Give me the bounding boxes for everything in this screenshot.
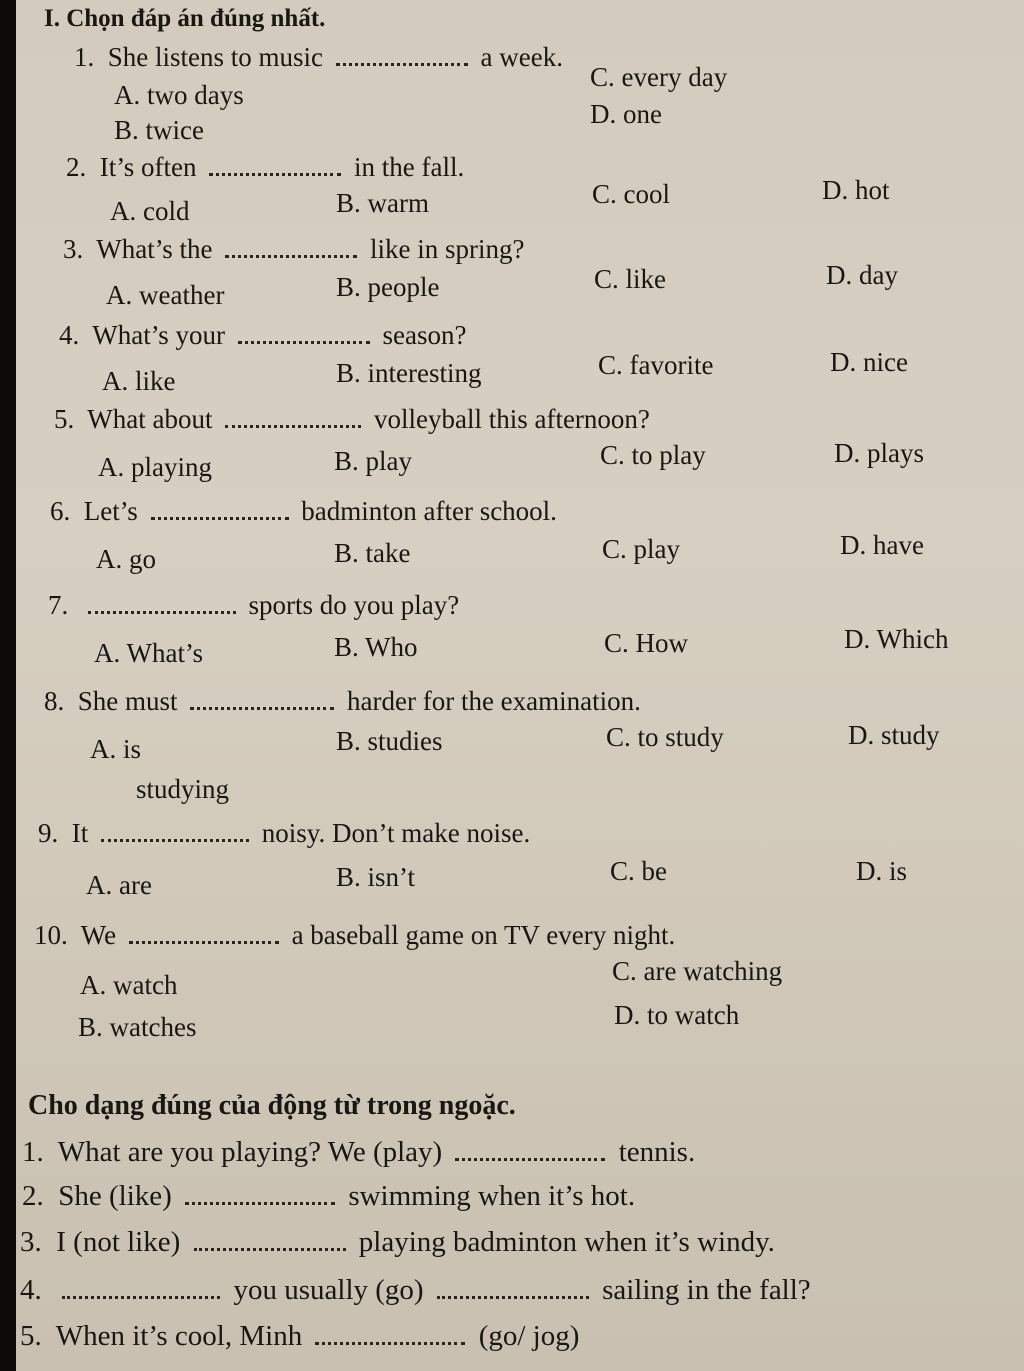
option-c[interactable]: C. play bbox=[602, 534, 680, 564]
option-b[interactable]: B. twice bbox=[114, 115, 204, 145]
question-5: 5. What about volleyball this afternoon? bbox=[54, 404, 650, 434]
option-b[interactable]: B. watches bbox=[78, 1012, 197, 1042]
question-4: 4. What’s your season? bbox=[59, 320, 467, 350]
answer-blank[interactable] bbox=[185, 1192, 335, 1205]
worksheet-page bbox=[16, 0, 1024, 1371]
option-c[interactable]: C. like bbox=[594, 264, 666, 294]
option-d[interactable]: D. is bbox=[856, 856, 908, 886]
option-a[interactable]: A. are bbox=[86, 870, 152, 900]
option-b[interactable]: B. play bbox=[334, 446, 412, 476]
option-c[interactable]: C. How bbox=[604, 628, 689, 658]
question-7: 7. sports do you play? bbox=[48, 590, 460, 620]
answer-blank[interactable] bbox=[315, 1332, 465, 1345]
option-a[interactable]: A. playing bbox=[98, 452, 212, 482]
option-c[interactable]: C. are watching bbox=[612, 956, 783, 986]
answer-blank[interactable] bbox=[129, 932, 279, 944]
answer-blank[interactable] bbox=[437, 1286, 589, 1299]
answer-blank[interactable] bbox=[88, 602, 236, 614]
option-b[interactable]: B. Who bbox=[334, 632, 418, 662]
option-a[interactable]: A. go bbox=[96, 544, 156, 574]
exercise-item-5: 5. When it’s cool, Minh (go/ jog) bbox=[20, 1320, 580, 1352]
option-a[interactable]: A. weather bbox=[106, 280, 225, 310]
option-a[interactable]: A. What’s bbox=[94, 638, 203, 668]
answer-blank[interactable] bbox=[336, 54, 468, 66]
section-2-title: Cho dạng đúng của động từ trong ngoặc. bbox=[28, 1090, 516, 1121]
answer-blank[interactable] bbox=[238, 332, 370, 344]
option-d[interactable]: D. have bbox=[840, 530, 924, 560]
question-9: 9. It noisy. Don’t make noise. bbox=[38, 818, 531, 848]
question-1: 1. She listens to music a week. bbox=[74, 42, 563, 72]
option-b[interactable]: B. people bbox=[336, 272, 440, 302]
question-6: 6. Let’s badminton after school. bbox=[50, 496, 557, 526]
option-b[interactable]: B. interesting bbox=[336, 358, 482, 388]
option-d[interactable]: D. to watch bbox=[614, 1000, 740, 1030]
option-d[interactable]: D. day bbox=[826, 260, 898, 290]
option-d[interactable]: D. one bbox=[590, 99, 662, 129]
answer-blank[interactable] bbox=[194, 1238, 346, 1251]
question-3: 3. What’s the like in spring? bbox=[63, 234, 525, 264]
answer-blank[interactable] bbox=[151, 508, 289, 520]
option-a[interactable]: A. watch bbox=[80, 970, 178, 1000]
question-8: 8. She must harder for the examination. bbox=[44, 686, 641, 716]
option-c[interactable]: C. cool bbox=[592, 179, 670, 209]
option-a-continued: studying bbox=[136, 774, 230, 804]
exercise-item-4: 4. you usually (go) sailing in the fall? bbox=[20, 1274, 811, 1306]
option-c[interactable]: C. to study bbox=[606, 722, 724, 752]
exercise-item-1: 1. What are you playing? We (play) tennis. bbox=[22, 1136, 696, 1168]
option-a[interactable]: A. two days bbox=[114, 80, 244, 110]
option-c[interactable]: C. to play bbox=[600, 440, 706, 470]
option-b[interactable]: B. warm bbox=[336, 188, 429, 218]
exercise-item-2: 2. She (like) swimming when it’s hot. bbox=[22, 1180, 636, 1212]
answer-blank[interactable] bbox=[455, 1148, 605, 1161]
option-b[interactable]: B. take bbox=[334, 538, 411, 568]
question-10: 10. We a baseball game on TV every night. bbox=[34, 920, 676, 950]
answer-blank[interactable] bbox=[225, 246, 357, 258]
section-1-title: I. Chọn đáp án đúng nhất. bbox=[44, 5, 326, 32]
exercise-item-3: 3. I (not like) playing badminton when it’s windy. bbox=[20, 1226, 775, 1258]
answer-blank[interactable] bbox=[225, 416, 361, 428]
question-2: 2. It’s often in the fall. bbox=[66, 152, 465, 182]
option-b[interactable]: B. isn’t bbox=[336, 862, 416, 892]
option-c[interactable]: C. every day bbox=[590, 62, 728, 92]
option-d[interactable]: D. Which bbox=[844, 624, 949, 654]
option-c[interactable]: C. favorite bbox=[598, 350, 714, 380]
option-d[interactable]: D. hot bbox=[822, 175, 890, 205]
option-a[interactable]: A. like bbox=[102, 366, 176, 396]
option-a[interactable]: A. cold bbox=[110, 196, 190, 226]
option-d[interactable]: D. study bbox=[848, 720, 940, 750]
answer-blank[interactable] bbox=[101, 830, 249, 842]
answer-blank[interactable] bbox=[190, 698, 334, 710]
option-b[interactable]: B. studies bbox=[336, 726, 443, 756]
option-d[interactable]: D. plays bbox=[834, 438, 924, 468]
option-a[interactable]: A. is bbox=[90, 734, 142, 764]
option-d[interactable]: D. nice bbox=[830, 347, 908, 377]
answer-blank[interactable] bbox=[209, 164, 341, 176]
option-c[interactable]: C. be bbox=[610, 856, 667, 886]
answer-blank[interactable] bbox=[62, 1286, 220, 1299]
